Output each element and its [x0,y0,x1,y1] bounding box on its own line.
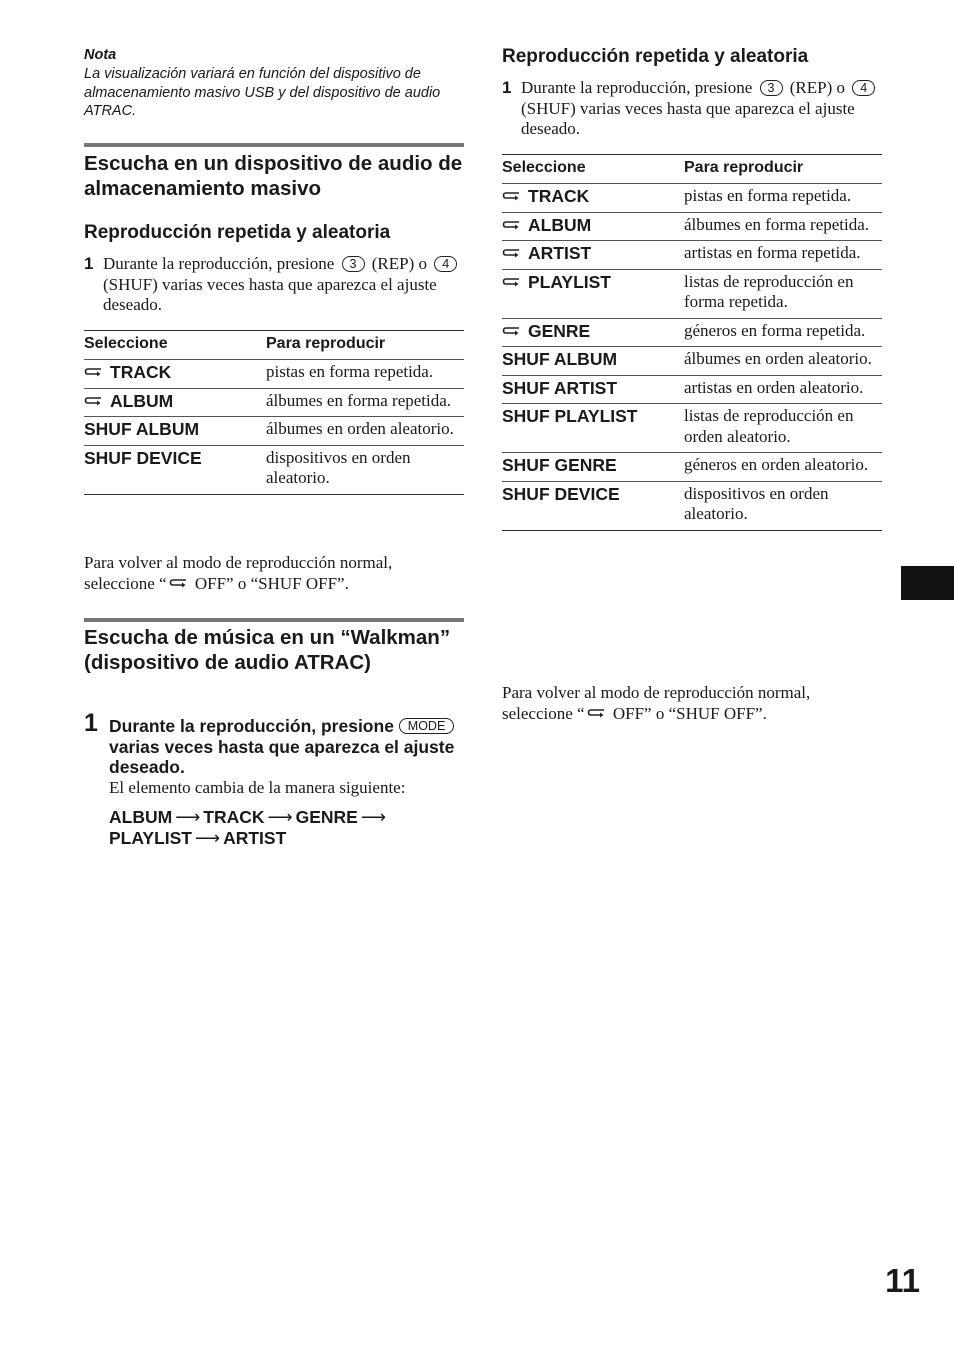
step-1-mass [84,254,464,316]
button-4-icon: 4 [434,256,457,272]
selection-cell [502,347,684,376]
table-row [502,241,882,270]
description-cell: álbumes en forma repetida. [684,212,882,241]
selection-label: SHUF ALBUM [84,419,200,439]
section-title-mass-storage: Escucha en un dispositivo de audio de almacenamiento masivo [84,152,463,200]
selection-label: ALBUM [110,390,174,411]
sequence-item: GENRE [295,807,358,827]
button-3-icon: 3 [760,80,783,96]
selection-label: ALBUM [528,214,592,235]
repeat-icon [84,395,104,408]
selection-label: PLAYLIST [528,271,611,292]
table-row [502,269,882,318]
table-row [84,417,464,446]
selection-label: TRACK [110,362,172,382]
description-cell: dispositivos en orden aleatorio. [684,481,882,530]
section-divider [84,143,464,147]
right-arrow-icon: ⟶ [194,827,221,848]
selection-cell [502,318,684,347]
description-cell: álbumes en orden aleatorio. [266,417,464,446]
table-row [84,388,464,417]
table-row [502,184,882,213]
subsection-title-repeat-shuffle: Reproducción repetida y aleatoria [84,222,391,243]
repeat-icon [502,219,522,232]
column-header-select: Seleccione [84,331,266,360]
step-text-b: (REP) o [789,78,845,97]
repeat-icon [502,276,522,289]
walkman-sub-text: El elemento cambia de la manera siguiente: [109,777,406,797]
selection-label: SHUF ARTIST [502,377,618,398]
step-text-c: (SHUF) varias veces hasta que aparezca el ajuste deseado. [103,274,437,314]
sequence-item: PLAYLIST [109,827,192,848]
return-note-text-a: Para volver al modo de reproducción normal, seleccione “ [502,683,811,723]
sequence-item: TRACK [203,807,265,827]
selection-cell [502,212,684,241]
description-cell: pistas en forma repetida. [266,360,464,389]
selection-cell [84,360,266,389]
table-row [502,347,882,376]
mode-button-icon: MODE [399,718,455,734]
repeat-icon [587,707,607,720]
step-number: 1 [84,709,98,737]
selection-cell [502,481,684,530]
mode-sequence [109,807,464,848]
selection-label: ARTIST [528,243,592,263]
step-number: 1 [502,78,512,97]
step-1-walkman [84,709,464,848]
section-divider [84,618,464,622]
description-cell: álbumes en orden aleatorio. [684,347,882,376]
options-table-walkman [502,154,882,531]
options-table-mass [84,330,464,495]
table-row [502,453,882,482]
language-tab-marker [901,566,954,600]
selection-label: SHUF ALBUM [502,349,618,369]
selection-label: SHUF DEVICE [84,447,202,468]
step-1-walkman-repeat [502,78,882,140]
selection-cell [502,453,684,482]
return-note-text-b: OFF” o “SHUF OFF”. [190,573,349,593]
column-header-play: Para reproducir [684,155,882,184]
return-note-text-b: OFF” o “SHUF OFF”. [608,703,767,723]
step-number: 1 [84,254,94,273]
column-header-play: Para reproducir [266,331,464,360]
selection-cell [502,269,684,318]
description-cell: artistas en forma repetida. [684,241,882,270]
walkman-step-text-a: Durante la reproducción, presione [109,716,394,736]
selection-label: SHUF PLAYLIST [502,406,638,426]
description-cell: dispositivos en orden aleatorio. [266,445,464,494]
return-note-text-a: Para volver al modo de reproducción normal, seleccione “ [84,553,393,593]
button-4-icon: 4 [852,80,875,96]
repeat-icon [84,366,104,379]
table-row [502,212,882,241]
section-title-walkman: Escucha de música en un “Walkman” (dispositivo de audio ATRAC) [84,626,451,674]
walkman-step-text-b: varias veces hasta que aparezca el ajuste deseado. [109,736,455,777]
table-row [502,404,882,453]
button-3-icon: 3 [342,256,365,272]
column-header-select: Seleccione [502,155,684,184]
right-arrow-icon: ⟶ [175,807,201,827]
table-row [502,481,882,530]
sequence-item: ALBUM [109,807,173,827]
selection-cell [84,445,266,494]
step-text-c: (SHUF) varias veces hasta que aparezca el ajuste deseado. [521,98,855,138]
right-arrow-icon: ⟶ [360,807,386,827]
selection-cell [502,404,684,453]
sequence-item: ARTIST [223,827,287,848]
selection-cell [84,388,266,417]
repeat-icon [502,247,522,260]
selection-cell [84,417,266,446]
description-cell: listas de reproducción en forma repetida. [684,269,882,318]
selection-cell [502,184,684,213]
table-row [84,445,464,494]
selection-label: TRACK [528,186,590,206]
description-cell: artistas en orden aleatorio. [684,375,882,404]
description-cell: álbumes en forma repetida. [266,388,464,417]
step-text-a: Durante la reproducción, presione [521,78,753,97]
note-text: La visualización variará en función del dispositivo de almacenamiento masivo USB y del dispositivo de audio ATRAC. [84,66,441,119]
selection-label: SHUF GENRE [502,455,617,475]
selection-label: SHUF DEVICE [502,483,620,504]
description-cell: géneros en forma repetida. [684,318,882,347]
step-text-b: (REP) o [371,254,427,273]
page-number: 11 [885,1262,920,1299]
return-note-mass [84,553,464,594]
note-title: Nota [84,47,117,63]
subsection-title-repeat-shuffle: Reproducción repetida y aleatoria [502,46,809,67]
repeat-icon [502,325,522,338]
selection-cell [502,241,684,270]
table-row [84,360,464,389]
table-row [502,318,882,347]
repeat-icon [502,190,522,203]
selection-label: GENRE [528,320,591,341]
description-cell: pistas en forma repetida. [684,184,882,213]
return-note-walkman [502,683,882,724]
table-row [502,375,882,404]
selection-cell [502,375,684,404]
description-cell: géneros en orden aleatorio. [684,453,882,482]
right-arrow-icon: ⟶ [267,807,293,827]
repeat-icon [169,577,189,590]
step-text-a: Durante la reproducción, presione [103,254,335,273]
description-cell: listas de reproducción en orden aleatorio. [684,404,882,453]
